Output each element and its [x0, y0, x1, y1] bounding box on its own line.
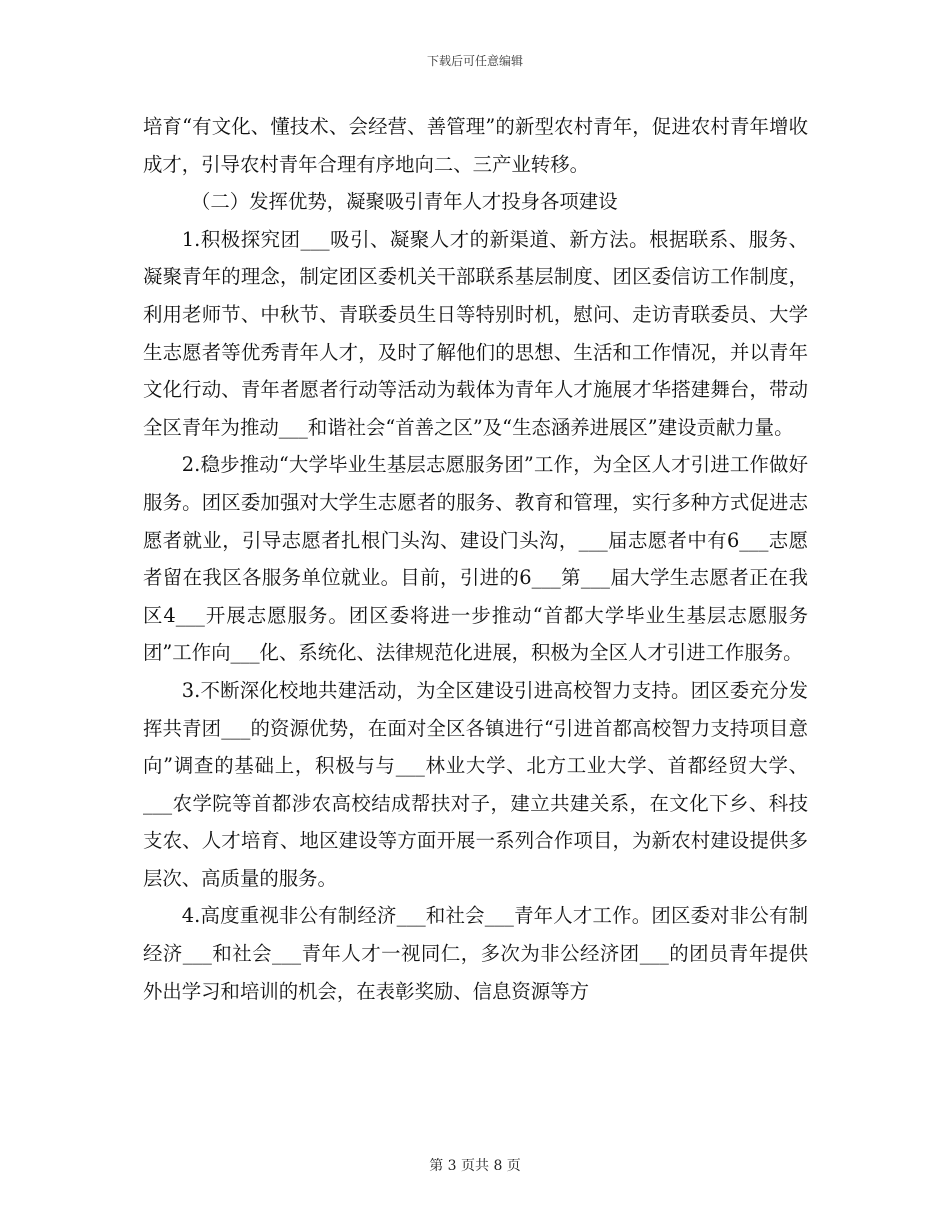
paragraph-item-3: 3.不断深化校地共建活动，为全区建设引进高校智力支持。团区委充分发挥共青团___的资源优势，在面对全区各镇进行“引进首都高校智力支持项目意向”调查的基础上，积极与与___林业大学、北方工业大学、首都经贸大学、___农学院等首都涉农高校结成帮扶对子，建立共建关系，在文化下乡、科技支农、人才培育、地区建设等方面开展一系列合作项目，为新农村建设提供多层次、高质量的服务。: [143, 678, 808, 890]
paragraph-item-1: 1.积极探究团___吸引、凝聚人才的新渠道、新方法。根据联系、服务、凝聚青年的理念，制定团区委机关干部联系基层制度、团区委信访工作制度，利用老师节、中秋节、青联委员生日等特别时机，慰问、走访青联委员、大学生志愿者等优秀青年人才，及时了解他们的思想、生活和工作情况，并以青年文化行动、青年者愿者行动等活动为载体为青年人才施展才华搭建舞台，带动全区青年为推动___和谐社会“首善之区”及“生态涵养进展区”建设贡献力量。: [143, 227, 808, 439]
document-body: [143, 108, 808, 1010]
page-number: 第 3 页共 8 页: [429, 1158, 521, 1174]
section-heading: （二）发挥优势，凝聚吸引青年人才投身各项建设: [191, 190, 618, 214]
paragraph-item-2: 2.稳步推动“大学毕业生基层志愿服务团”工作，为全区人才引进工作做好服务。团区委加强对大学生志愿者的服务、教育和管理，实行多种方式促进志愿者就业，引导志愿者扎根门头沟、建设门头沟，___届志愿者中有6___志愿者留在我区各服务单位就业。目前，引进的6___第___届大学生志愿者正在我区4___开展志愿服务。团区委将进一步推动“首都大学毕业生基层志愿服务团”工作向___化、系统化、法律规范化进展，积极为全区人才引进工作服务。: [143, 453, 808, 665]
page-header: 下载后可任意编辑: [426, 54, 523, 68]
paragraph-continuation: 培育“有文化、懂技术、会经营、善管理”的新型农村青年，促进农村青年增收成才，引导农村青年合理有序地向二、三产业转移。: [143, 115, 808, 176]
paragraph-item-4: 4.高度重视非公有制经济___和社会___青年人才工作。团区委对非公有制经济___和社会___青年人才一视同仁，多次为非公经济团___的团员青年提供外出学习和培训的机会，在表彰奖励、信息资源等方: [143, 904, 808, 1003]
